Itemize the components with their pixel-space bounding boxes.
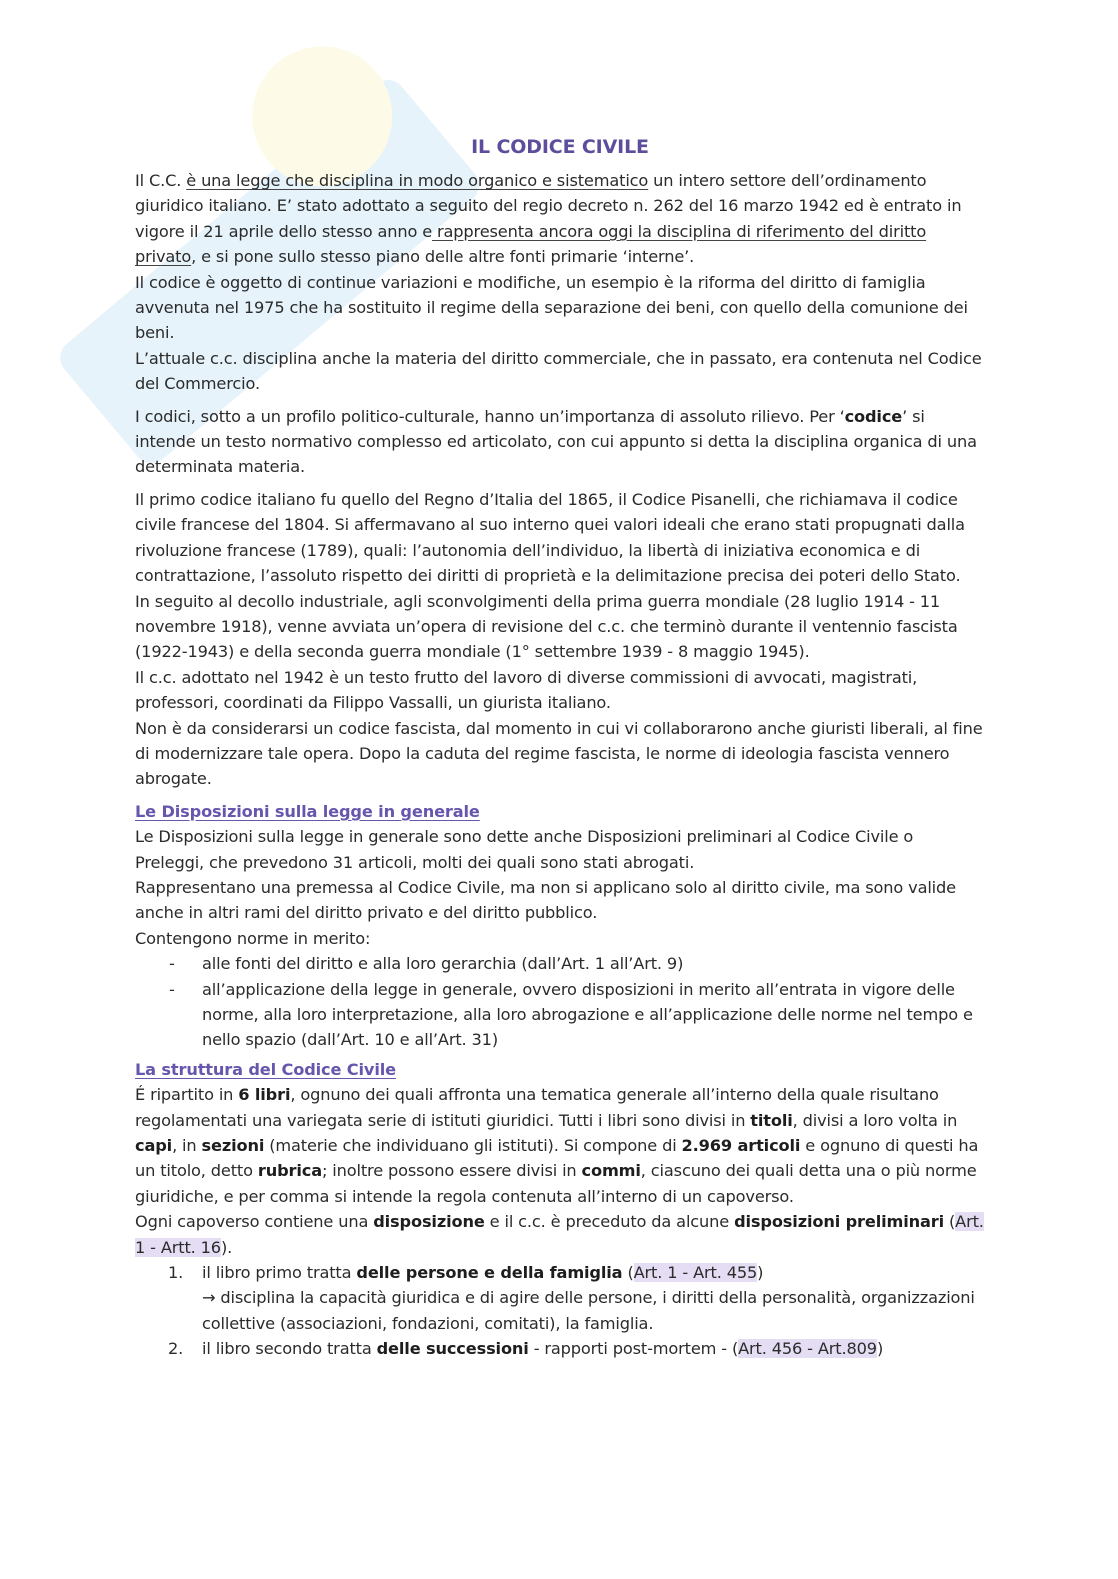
section-heading: Le Disposizioni sulla legge in generale bbox=[135, 801, 480, 821]
list-item: - alle fonti del diritto e alla loro gerarchia (dall’Art. 1 all’Art. 9) bbox=[135, 951, 985, 976]
paragraph: Contengono norme in merito: bbox=[135, 928, 371, 948]
paragraph: Il c.c. adottato nel 1942 è un testo frutto del lavoro di diverse commissioni di avvocati, magistrati, professori, coordinati da Filippo Vassalli, un giurista italiano. bbox=[135, 667, 918, 713]
list-item: - all’applicazione della legge in generale, ovvero disposizioni in merito all’entrata in vigore delle norme, alla loro interpretazione, alla loro abrogazione e all’applicazione delle norme nel tempo e nello spazio (dall’Art. 10 e all’Art. 31) bbox=[135, 977, 985, 1053]
numbered-item: 2. il libro secondo tratta delle successioni - rapporti post-mortem - (Art. 456 - Art.809) bbox=[168, 1339, 884, 1359]
paragraph: Le Disposizioni sulla legge in generale sono dette anche Disposizioni preliminari al Codice Civile o Preleggi, che prevedono 31 articoli, molti dei quali sono stati abrogati. bbox=[135, 827, 914, 872]
paragraph: Il codice è oggetto di continue variazioni e modifiche, un esempio è la riforma del diritto di famiglia avvenuta nel 1975 che ha sostituito il regime della separazione dei beni, con quello della comunione dei beni. bbox=[135, 272, 968, 343]
paragraph: Rappresentano una premessa al Codice Civile, ma non si applicano solo al diritto civile, ma sono valide anche in altri rami del diritto privato e del diritto pubblico. bbox=[135, 877, 956, 923]
numbered-item: 1. il libro primo tratta delle persone e della famiglia (Art. 1 - Art. 455) → disciplina la capacità giuridica e di agire delle persone, i diritti della personalità, organizzazioni collettive (associazioni, fondazioni, comitati), la famiglia. bbox=[168, 1263, 975, 1333]
paragraph: Non è da considerarsi un codice fascista, dal momento in cui vi collaborarono anche giuristi liberali, al fine di modernizzare tale opera. Dopo la caduta del regime fascista, le norme di ideologia fascista vennero abrogate. bbox=[135, 718, 983, 789]
document-page bbox=[135, 132, 985, 1362]
paragraph: In seguito al decollo industriale, agli sconvolgimenti della prima guerra mondiale (28 luglio 1914 - 11 novembre 1918), venne avviata un’opera di revisione del c.c. che terminò durante il ventennio fascista (1922-1943) e della seconda guerra mondiale (1° settembre 1939 - 8 maggio 1945). bbox=[135, 591, 958, 662]
paragraph: Il C.C. è una legge che disciplina in modo organico e sistematico un intero settore dell’ordinamento giuridico italiano. E’ stato adottato a seguito del regio decreto n. 262 del 16 marzo 1942 ed è entrato in vigore il 21 aprile dello stesso anno e rappresenta ancora oggi la disciplina di riferimento del diritto privato, e si pone sullo stesso piano delle altre fonti primarie ‘interne’. bbox=[135, 171, 962, 267]
paragraph: É ripartito in 6 libri, ognuno dei quali affronta una tematica generale all’interno della quale risultano regolamentati una variegata serie di istituti giuridici. Tutti i libri sono divisi in titoli, divisi a loro volta in capi, in sezioni (materie che individuano gli istituti). Si compone di 2.969 articoli e ognuno di questi ha un titolo, detto rubrica; inoltre possono essere divisi in commi, ciascuno dei quali detta una o più norme giuridiche, e per comma si intende la regola contenuta all’interno di un capoverso. bbox=[135, 1085, 979, 1206]
section-heading: La struttura del Codice Civile bbox=[135, 1059, 396, 1079]
page-title: IL CODICE CIVILE bbox=[471, 136, 649, 158]
paragraph: Il primo codice italiano fu quello del Regno d’Italia del 1865, il Codice Pisanelli, che richiamava il codice civile francese del 1804. Si affermavano al suo interno quei valori ideali che erano stati propugnati dalla rivoluzione francese (1789), quali: l’autonomia dell’individuo, la libertà di iniziativa economica e di contrattazione, l’assoluto rispetto dei diritti di proprietà e la delimitazione precisa dei poteri dello Stato. bbox=[135, 489, 965, 586]
paragraph: I codici, sotto a un profilo politico-culturale, hanno un’importanza di assoluto rilievo. Per ‘codice’ si intende un testo normativo complesso ed articolato, con cui appunto si detta la disciplina organica di una determinata materia. bbox=[135, 406, 977, 477]
paragraph: L’attuale c.c. disciplina anche la materia del diritto commerciale, che in passato, era contenuta nel Codice del Commercio. bbox=[135, 348, 982, 394]
paragraph: Ogni capoverso contiene una disposizione e il c.c. è preceduto da alcune disposizioni preliminari (Art. 1 - Artt. 16). bbox=[135, 1212, 984, 1257]
